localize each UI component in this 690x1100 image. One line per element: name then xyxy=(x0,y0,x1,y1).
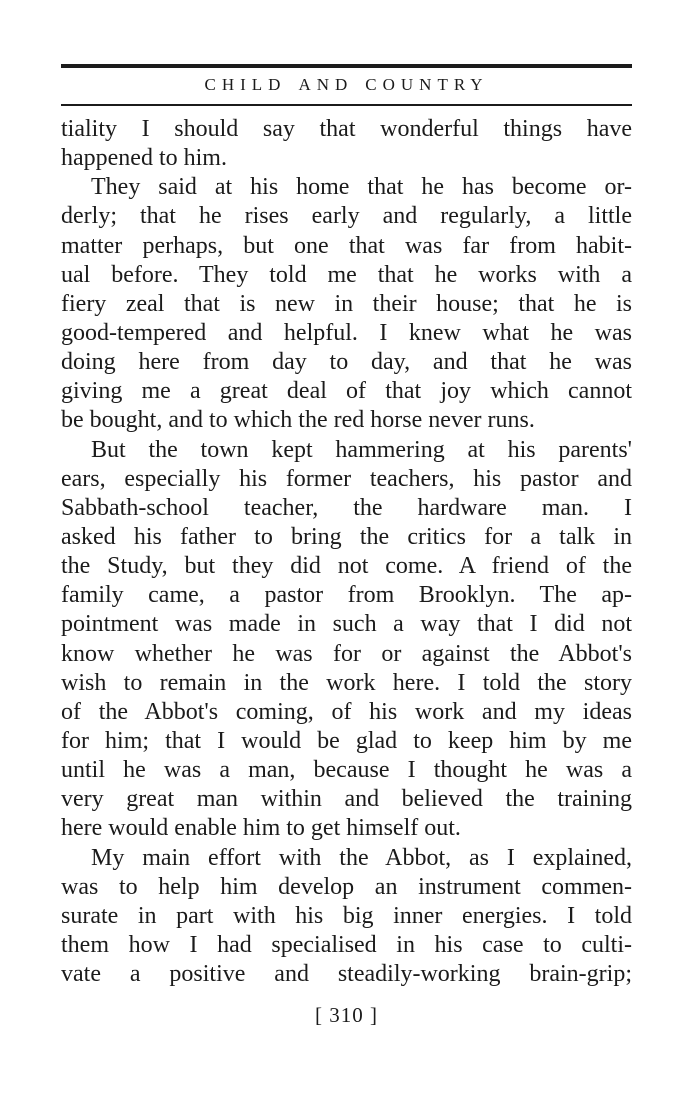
text-line: ears, especially his former teachers, his pastor and xyxy=(61,465,632,492)
text-line: But the town kept hammering at his parents' xyxy=(91,436,632,463)
running-head-word-2: AND xyxy=(298,75,354,94)
header-rule-top xyxy=(61,64,632,68)
text-line: for him; that I would be glad to keep him by me xyxy=(61,727,632,754)
header-rule-bottom xyxy=(61,104,632,106)
running-head xyxy=(61,74,632,96)
body-text xyxy=(61,115,632,989)
text-line: vate a positive and steadily-working brain-grip; xyxy=(61,961,632,988)
text-line: until he was a man, because I thought he was a xyxy=(61,757,632,784)
text-line: happened to him. xyxy=(61,145,227,172)
text-line: of the Abbot's coming, of his work and my ideas xyxy=(61,698,632,725)
text-line: the Study, but they did not come. A friend of the xyxy=(61,553,632,580)
text-line: surate in part with his big inner energies. I told xyxy=(61,902,632,929)
page-number: [ 310 ] xyxy=(315,1003,378,1027)
book-page xyxy=(61,0,632,1100)
text-line: ual before. They told me that he works with a xyxy=(61,261,632,288)
text-line: pointment was made in such a way that I did not xyxy=(61,611,632,638)
text-line: doing here from day to day, and that he was xyxy=(61,349,632,376)
running-head-word-3: COUNTRY xyxy=(365,75,489,94)
text-line: asked his father to bring the critics for a talk in xyxy=(61,523,632,550)
text-line: good-tempered and helpful. I knew what he was xyxy=(61,319,632,346)
text-line: was to help him develop an instrument commen- xyxy=(61,873,632,900)
text-line: matter perhaps, but one that was far from habit- xyxy=(61,232,632,259)
running-head-word-1: CHILD xyxy=(204,75,287,94)
text-line: very great man within and believed the training xyxy=(61,786,632,813)
text-line: giving me a great deal of that joy which cannot xyxy=(61,378,632,405)
text-line: family came, a pastor from Brooklyn. The ap- xyxy=(61,582,632,609)
text-line: know whether he was for or against the Abbot's xyxy=(61,640,632,667)
text-line: They said at his home that he has become or- xyxy=(91,174,632,201)
text-line: fiery zeal that is new in their house; that he is xyxy=(61,290,632,317)
text-line: derly; that he rises early and regularly, a little xyxy=(61,203,632,230)
text-line: Sabbath-school teacher, the hardware man. I xyxy=(61,494,632,521)
text-line: My main effort with the Abbot, as I explained, xyxy=(91,844,632,871)
text-line: here would enable him to get himself out. xyxy=(61,815,461,842)
text-line: be bought, and to which the red horse never runs. xyxy=(61,407,535,434)
text-line: wish to remain in the work here. I told the story xyxy=(61,669,632,696)
text-line: tiality I should say that wonderful things have xyxy=(61,116,632,142)
text-line: them how I had specialised in his case to culti- xyxy=(61,931,632,958)
